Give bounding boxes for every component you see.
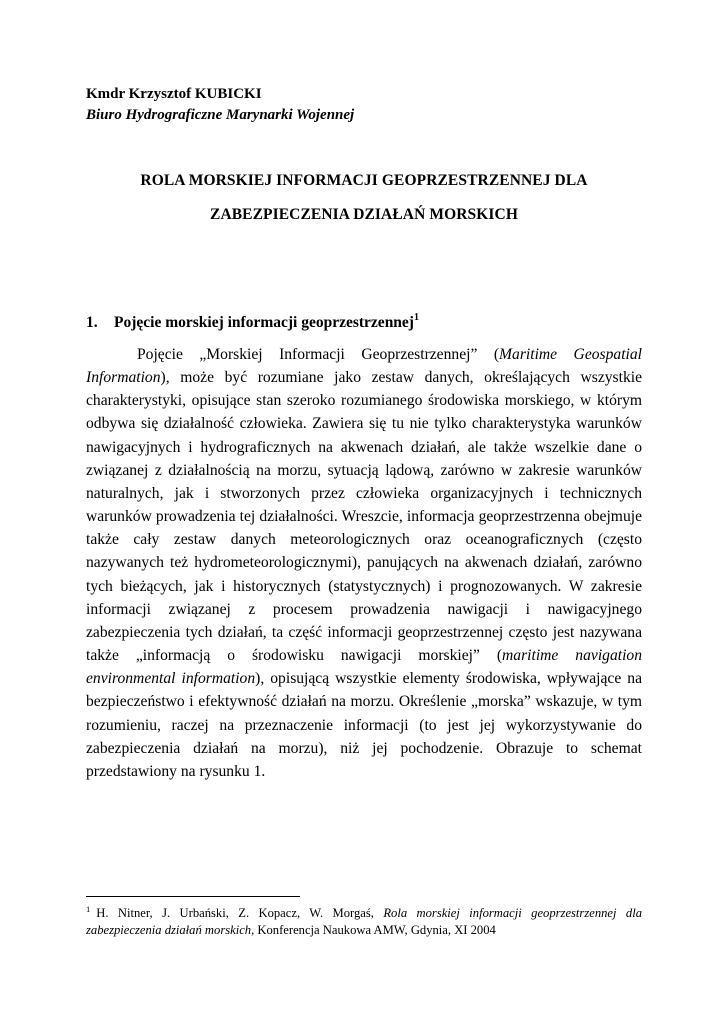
author-affiliation: Biuro Hydrograficzne Marynarki Wojennej <box>86 107 355 123</box>
paragraph-text-3: ), opisującą wszystkie elementy środowiska, wpływające na bezpieczeństwo i efektywność działań na morzu. Określenie „morska” wskazuje, w tym rozumieniu, raczej na przeznaczenie informacji (to jest jej wykorzystywanie do zabezpieczenia działań na morzu), niż jej pochodzenie. Obrazuje to schemat przedstawiony na rysunku 1. <box>86 670 642 780</box>
body-text <box>86 343 642 783</box>
title-line-2: ZABEZPIECZENIA DZIAŁAŃ MORSKICH <box>210 206 518 223</box>
footnote <box>86 905 642 938</box>
footnote-marker: 1 <box>86 904 91 914</box>
document-title <box>86 164 642 232</box>
title-line-1: ROLA MORSKIEJ INFORMACJI GEOPRZESTRZENNEJ DLA <box>140 172 588 189</box>
paragraph-text-1: Pojęcie „Morskiej Informacji Geoprzestrzennej” ( <box>137 346 500 363</box>
footnote-authors: H. Nitner, J. Urbański, Z. Kopacz, W. Morgaś, <box>96 906 384 920</box>
paragraph <box>86 343 642 783</box>
footnote-reference: 1 <box>413 312 419 323</box>
section-heading <box>86 312 419 334</box>
paragraph-italic-1: Maritime Geospatial Information <box>86 346 642 387</box>
section-title: Pojęcie morskiej informacji geoprzestrzennej <box>114 314 414 331</box>
section-number: 1. <box>86 314 98 331</box>
author-name: Kmdr Krzysztof KUBICKI <box>86 86 262 102</box>
paragraph-italic-2: maritime navigation environmental information <box>86 647 643 688</box>
author-block <box>86 84 354 126</box>
footnote-work-title: Rola morskiej informacji geoprzestrzennej dla zabezpieczenia działań morskich <box>86 906 642 937</box>
footnote-venue: , Konferencja Naukowa AMW, Gdynia, XI 2004 <box>251 922 496 937</box>
paragraph-text-2: ), może być rozumiane jako zestaw danych, określających wszystkie charakterystyki, opisujące stan szeroko rozumianego środowiska morskiego, w którym odbywa się działalność człowieka. Zawiera się tu nie tylko charakterystyka warunków nawigacyjnych i hydrograficznych na akwenach działań, ale także wszelkie dane o związanej z działalnością na morzu, sytuacją lądową, zarówno w zakresie warunków naturalnych, jak i stworzonych przez człowieka organizacyjnych i technicznych warunków prowadzenia tej działalności. Wreszcie, informacja geoprzestrzenna obejmuje także cały zestaw danych meteorologicznych oraz oceanograficznych (często nazywanych też hydrometeorologicznymi), panujących na akwenach działań, zarówno tych bieżących, jak i historycznych (statystycznych) i prognozowanych. W zakresie informacji związanej z procesem prowadzenia nawigacji i nawigacyjnego zabezpieczenia tych działań, ta część informacji geoprzestrzennej często jest nazywana także „informacją o środowisku nawigacji morskiej” ( <box>86 369 642 665</box>
footnote-divider <box>86 896 300 897</box>
